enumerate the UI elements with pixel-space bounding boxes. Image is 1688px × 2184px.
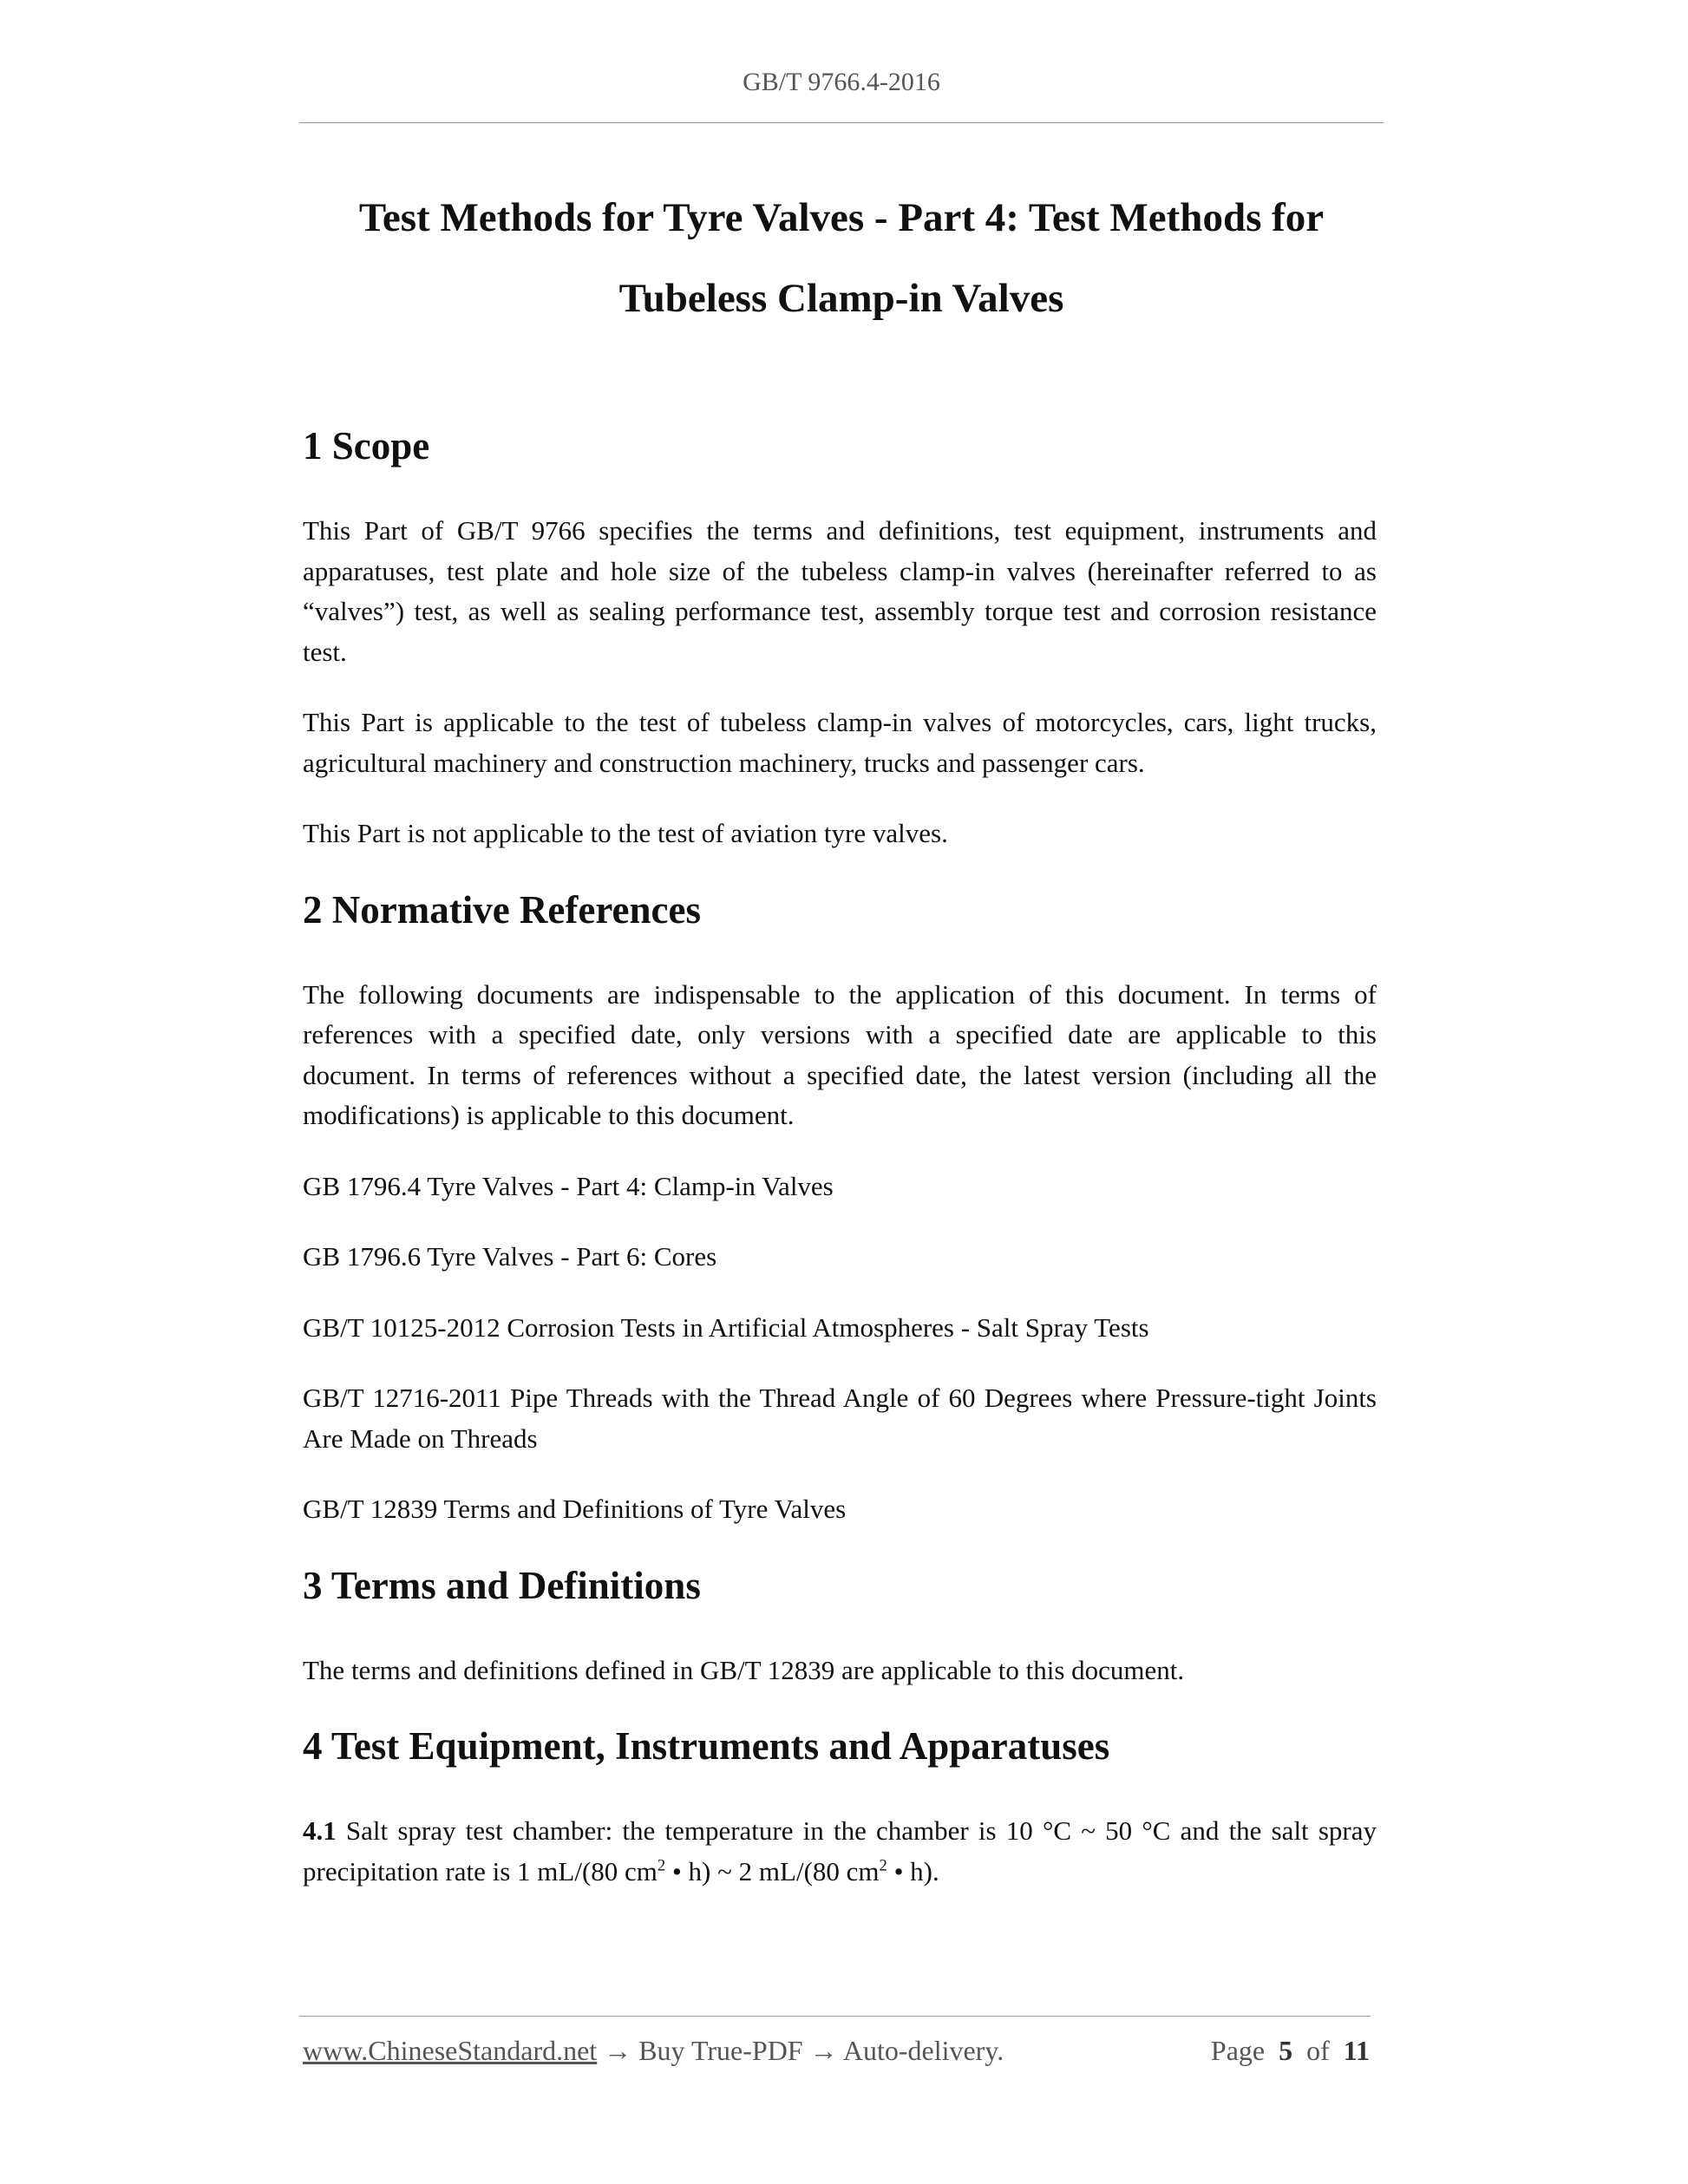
reference-item: GB 1796.4 Tyre Valves - Part 4: Clamp-in Valves [303,1170,834,1201]
section-3-heading: 3 Terms and Definitions [303,1563,701,1607]
total-pages: 11 [1343,2035,1370,2066]
header-rule [299,122,1384,123]
scope-paragraph-3: This Part is not applicable to the test of aviation tyre valves. [303,818,948,848]
section-2-heading: 2 Normative References [303,887,701,932]
section-4-heading: 4 Test Equipment, Instruments and Apparatuses [303,1724,1110,1768]
section-1-heading: 1 Scope [303,424,430,468]
running-header: GB/T 9766.4-2016 [743,68,940,96]
clause-text-b: • h) ~ 2 mL/(80 cm [665,1855,880,1886]
title-line-2: Tubeless Clamp-in Valves [618,276,1064,321]
superscript: 2 [657,1856,666,1875]
of-label: of [1306,2035,1330,2066]
scope-paragraph-2: This Part is applicable to the test of tubeless clamp-in valves of motorcycles, cars, light trucks, agricultural machinery and construction machinery, trucks and passenger cars. [303,707,1377,778]
page-number: 5 [1279,2035,1293,2066]
superscript: 2 [879,1856,887,1875]
clause-text-c: • h). [887,1855,939,1886]
document-title [299,178,1384,339]
promo-text: → Buy True-PDF → Auto-delivery. [597,2035,1004,2066]
clause-4-1 [303,1811,1377,1892]
document-body [303,421,1377,1922]
clause-text-a: Salt spray test chamber: the temperature in the chamber is 10 °C ~ 50 °C and the salt spray precipitation rate is 1 mL/(80 cm [303,1815,1377,1886]
terms-paragraph: The terms and definitions defined in GB/T 12839 are applicable to this document. [303,1654,1185,1685]
page-indicator [1211,2035,1370,2067]
reference-item: GB/T 12839 Terms and Definitions of Tyre Valves [303,1494,847,1524]
page-label: Page [1210,2035,1266,2066]
reference-item: GB/T 12716-2011 Pipe Threads with the Thread Angle of 60 Degrees where Pressure-tight Joints Are Made on Threads [303,1383,1377,1454]
normative-intro: The following documents are indispensable to the application of this document. In terms of references with a specified date, only versions with a specified date are applicable to this document. In terms of references without a specified date, the latest version (including all the modifications) is applicable to this document. [303,978,1377,1130]
scope-paragraph-1: This Part of GB/T 9766 specifies the terms and definitions, test equipment, instruments and apparatuses, test plate and hole size of the tubeless clamp-in valves (hereinafter referred to as “valves”) test, as well as sealing performance test, assembly torque test and corrosion resistance test. [303,515,1377,667]
reference-item: GB/T 10125-2012 Corrosion Tests in Artificial Atmospheres - Salt Spray Tests [303,1311,1149,1343]
footer-promo [303,2035,1004,2067]
reference-item: GB 1796.6 Tyre Valves - Part 6: Cores [303,1241,717,1272]
title-line-1: Test Methods for Tyre Valves - Part 4: Test Methods for [358,195,1325,240]
footer-rule [299,2016,1371,2017]
site-link[interactable]: www.ChineseStandard.net [303,2035,598,2066]
clause-number: 4.1 [303,1815,337,1846]
